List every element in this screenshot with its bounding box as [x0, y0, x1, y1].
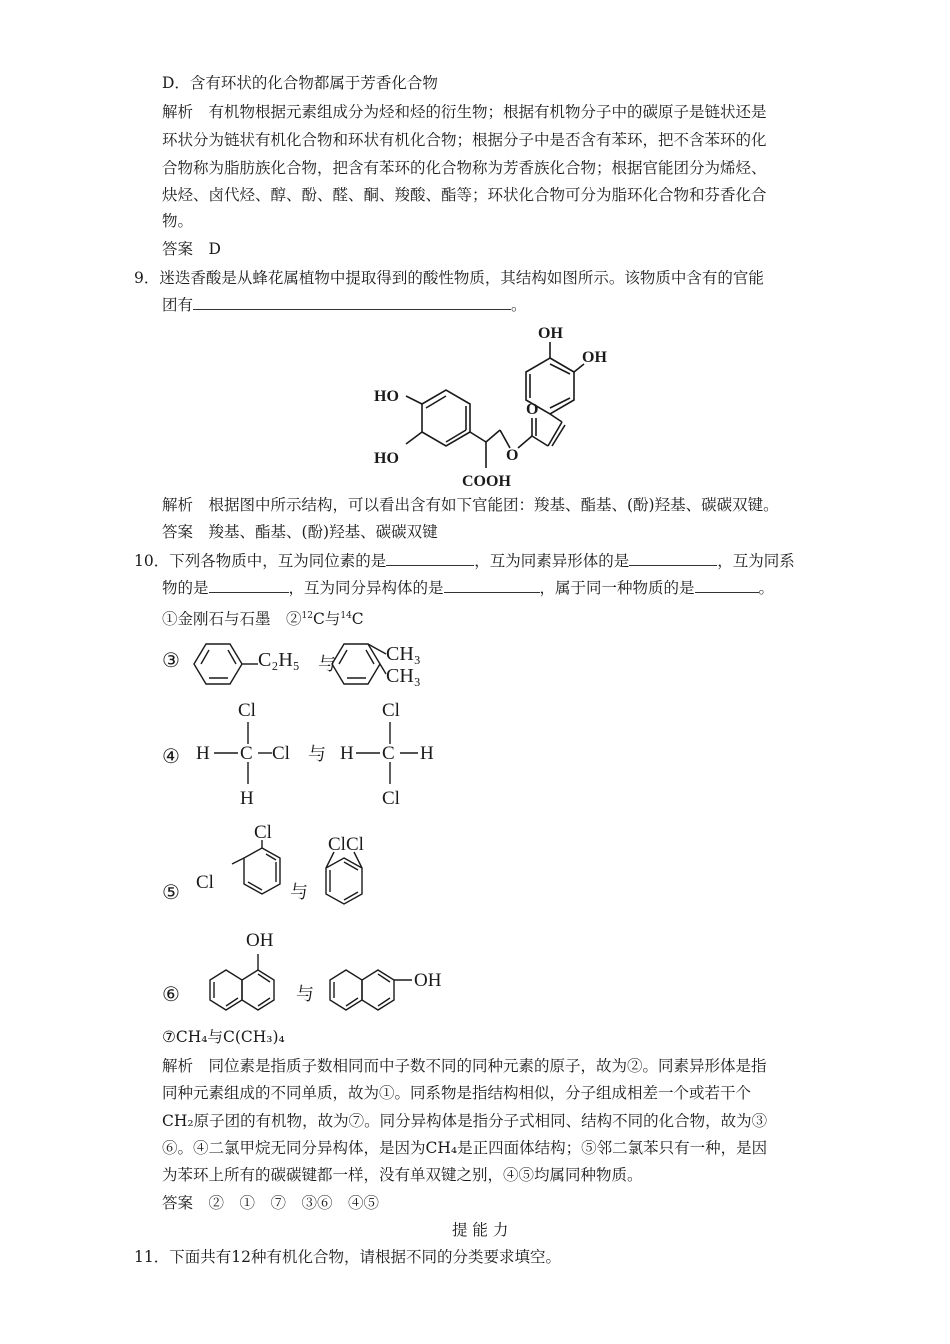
oh-label: OH	[246, 930, 274, 951]
q8-analysis-line: 合物称为脂肪族化合物，把含有苯环的化合物称为芳香族化合物；根据官能团分为烯烃、	[162, 159, 767, 177]
carbonyl-o-label: O	[526, 401, 539, 418]
clcl-label: ClCl	[328, 834, 364, 855]
q10-text: ，互为同素异形体的是	[474, 552, 630, 570]
q9-answer: 答案 羧基、酯基、(酚)羟基、碳碳双键	[162, 523, 438, 541]
q10-answer: 答案 ② ① ⑦ ③⑥ ④⑤	[162, 1194, 380, 1212]
q8-option-d: D．含有环状的化合物都属于芳香化合物	[162, 74, 438, 92]
item-text: C	[351, 610, 364, 629]
q10-stem-line2	[162, 577, 774, 599]
q10-analysis-line: 解析 同位素是指质子数相同而中子数不同的同种元素的原子，故为②。同素异形体是指	[162, 1057, 767, 1075]
yu-label: 与	[290, 882, 308, 902]
oh-label: OH	[582, 349, 607, 366]
q10-blank-same	[695, 578, 759, 593]
ho-label: HO	[374, 388, 399, 405]
cl-label: Cl	[254, 822, 272, 843]
q10-analysis-line: ⑥。④二氯甲烷无同分异构体，是因为CH₄是正四面体结构；⑤邻二氯苯只有一种，是因	[162, 1139, 768, 1157]
h-label: H	[240, 788, 254, 809]
cl-label: Cl	[272, 743, 290, 764]
rosmarinic-acid-structure	[360, 318, 620, 490]
h-label: H	[340, 743, 354, 764]
item-6-structures	[192, 924, 482, 1024]
q10-text: 10．下列各物质中，互为同位素的是	[134, 552, 387, 570]
cl-label: Cl	[382, 700, 400, 721]
q10-analysis-line: 为苯环上所有的碳碳键都一样，没有单双键之别，④⑤均属同种物质。	[162, 1166, 643, 1184]
h-label: H	[196, 743, 210, 764]
cl-label: Cl	[238, 700, 256, 721]
q10-analysis-line: CH₂原子团的有机物，故为⑦。同分异构体是指分子式相同、结构不同的化合物，故为③	[162, 1112, 768, 1130]
q9-stem-line2	[162, 294, 527, 316]
q8-analysis-line: 物。	[162, 212, 194, 230]
methyl-label: CH₃	[386, 665, 421, 687]
yu-label: 与	[318, 654, 336, 674]
q10-text: ，属于同一种物质的是	[539, 579, 695, 597]
oh-label: OH	[414, 970, 442, 991]
ho-label: HO	[374, 450, 399, 467]
q8-analysis-line: 解析 有机物根据元素组成分为烃和烃的衍生物；根据有机物分子中的碳原子是链状还是	[162, 103, 767, 121]
q10-text: 物的是	[162, 579, 209, 597]
q11-stem: 11．下面共有12种有机化合物，请根据不同的分类要求填空。	[134, 1248, 561, 1266]
q9-stem: 9．迷迭香酸是从蜂花属植物中提取得到的酸性物质，其结构如图所示。该物质中含有的官能	[134, 269, 764, 287]
cooh-label: COOH	[462, 473, 511, 490]
cl-label: Cl	[196, 872, 214, 893]
h-label: H	[420, 743, 434, 764]
yu-label: 与	[308, 744, 326, 764]
yu-label: 与	[296, 984, 314, 1004]
item-6-number: ⑥	[162, 982, 180, 1006]
item-3-structures	[188, 632, 468, 696]
item-4-number: ④	[162, 744, 180, 768]
q9-suffix: 。	[511, 296, 527, 314]
q10-analysis-line: 同种元素组成的不同单质，故为①。同系物是指结构相似，分子组成相差一个或若干个	[162, 1084, 752, 1102]
item-5-structures	[192, 822, 392, 922]
item-text: ①金刚石与石墨 ②	[162, 610, 302, 629]
q10-stem-line1	[134, 550, 795, 572]
c-label: C	[382, 743, 395, 764]
ester-o-label: O	[506, 447, 519, 464]
q9-prefix: 团有	[162, 296, 194, 314]
c-label: C	[240, 743, 253, 764]
mass-number: 14	[340, 611, 352, 621]
q10-text: ，互为同系	[717, 552, 795, 570]
q8-analysis-line: 环状分为链状有机化合物和环状有机化合物；根据分子中是否含有苯环，把不含苯环的化	[162, 131, 767, 149]
q10-blank-isotope	[386, 551, 474, 566]
q10-blank-allotrope	[629, 551, 717, 566]
q9-analysis: 解析 根据图中所示结构，可以看出含有如下官能团：羧基、酯基、(酚)羟基、碳碳双键。	[162, 496, 779, 514]
q9-answer-blank	[193, 295, 511, 310]
q10-text: 。	[758, 579, 775, 597]
q8-analysis-line: 炔烃、卤代烃、醇、酚、醛、酮、羧酸、酯等；环状化合物可分为脂环化合物和芬香化合	[162, 186, 767, 204]
item-3-number: ③	[162, 648, 180, 672]
item-4-structures	[192, 696, 452, 812]
q8-answer: 答案 D	[162, 240, 221, 258]
section-title: 提 能 力	[452, 1221, 509, 1239]
oh-label: OH	[538, 325, 563, 342]
cl-label: Cl	[382, 788, 400, 809]
q10-blank-isomer	[444, 578, 540, 593]
q10-blank-homolog	[209, 578, 289, 593]
ethyl-label: C₂H₅	[258, 649, 300, 671]
item-5-number: ⑤	[162, 880, 180, 904]
mass-number: 12	[301, 611, 313, 621]
item-text: C与	[312, 610, 341, 629]
methyl-label: CH₃	[386, 643, 421, 665]
q10-text: ，互为同分异构体的是	[288, 579, 444, 597]
item-7: ⑦CH₄与C(CH₃)₄	[162, 1028, 285, 1046]
q10-items-1-2	[162, 605, 364, 630]
